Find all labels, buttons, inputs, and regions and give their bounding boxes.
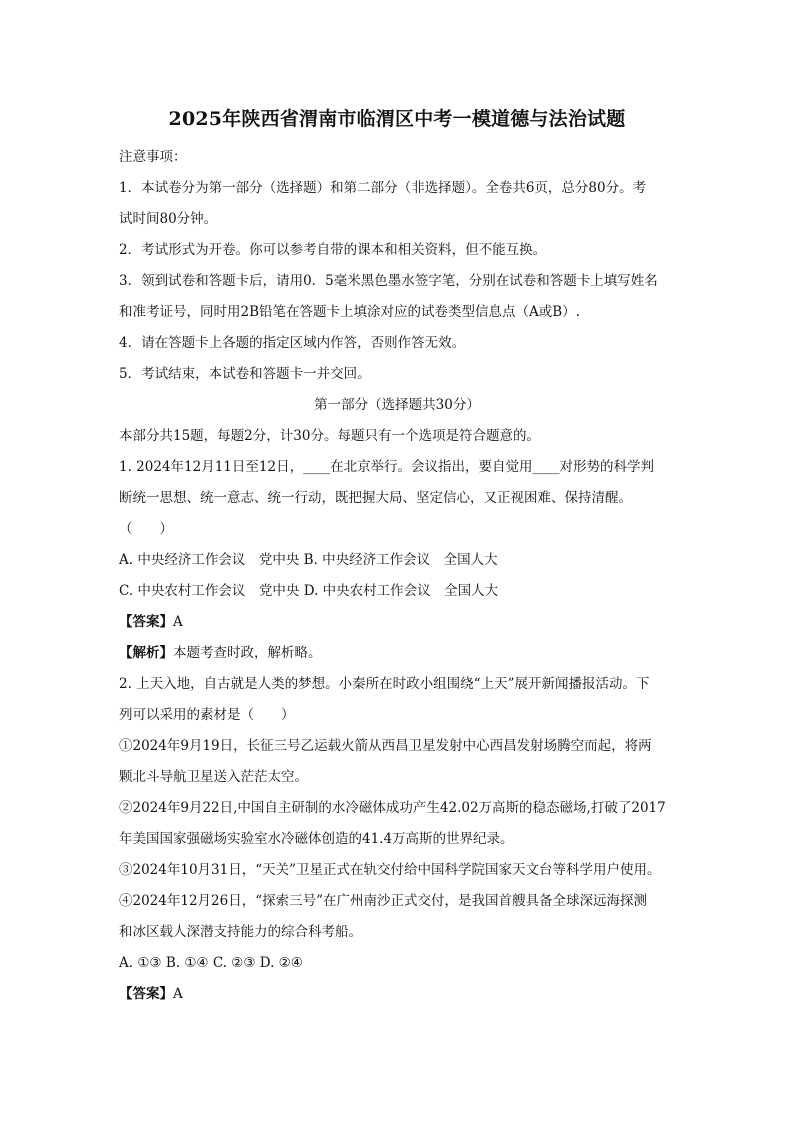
part1-instruction: 本部分共15题，每题2分，计30分。每题只有一个选项是符合题意的。 (119, 428, 540, 444)
q1-answer (119, 613, 687, 631)
q1-answer-value: A (173, 614, 183, 630)
q2-material-1a: ①2024年9月19日，长征三号乙运载火箭从西昌卫星发射中心西昌发射场腾空而起，将两 (119, 738, 652, 754)
q2-stem-line-1: 2. 上天入地，自古就是人类的梦想。小秦所在时政小组围绕“上天”展开新闻播报活动。下 (119, 676, 650, 692)
notice-line-6: 4．请在答题卡上各题的指定区域内作答，否则作答无效。 (119, 335, 466, 351)
q2-material-1b: 颗北斗导航卫星送入茫茫太空。 (119, 769, 308, 785)
notice-line-3: 2．考试形式为开卷。你可以参考自带的课本和相关资料，但不能互换。 (119, 242, 547, 258)
notice-line-2: 试时间80分钟。 (119, 211, 218, 227)
q2-material-3: ③2024年10月31日，“天关”卫星正式在轨交付给中国科学院国家天文台等科学用户使用。 (119, 862, 661, 878)
q2-material-4b: 和冰区载人深潜支持能力的综合科考船。 (119, 924, 362, 940)
notice-heading: 注意事项： (119, 149, 187, 165)
q1-options-ab: A. 中央经济工作会议 党中央 B. 中央经济工作会议 全国人大 (119, 552, 498, 568)
q1-answer-label: 【答案】 (119, 614, 173, 630)
q2-stem-line-2: 列可以采用的素材是（ ） (119, 707, 295, 723)
notice-line-4: 3．领到试卷和答题卡后，请用0．5毫米黑色墨水签字笔，分别在试卷和答题卡上填写姓名 (119, 273, 658, 289)
q2-material-2a: ②2024年9月22日,中国自主研制的水冷磁体成功产生42.02万高斯的稳态磁场,打破了2017 (119, 800, 666, 816)
q2-answer-label: 【答案】 (119, 986, 173, 1002)
q1-analysis (119, 644, 687, 662)
q2-options: A. ①③ B. ①④ C. ②③ D. ②④ (119, 955, 303, 971)
notice-line-5: 和准考证号，同时用2B铅笔在答题卡上填涂对应的试卷类型信息点（A或B）. (119, 304, 580, 320)
q1-stem-line-3: （ ） (119, 521, 173, 537)
part1-heading: 第一部分（选择题共30分） (314, 397, 480, 413)
q2-material-4a: ④2024年12月26日，“探索三号”在广州南沙正式交付，是我国首艘具备全球深远海探测 (119, 893, 648, 909)
q1-analysis-label: 【解析】 (119, 645, 173, 661)
document-title: 2025年陕西省渭南市临渭区中考一模道德与法治试题 (168, 108, 626, 130)
notice-line-1: 1．本试卷分为第一部分（选择题）和第二部分（非选择题）。全卷共6页，总分80分。考 (119, 180, 647, 196)
q1-stem-line-2: 断统一思想、统一意志、统一行动，既把握大局、坚定信心，又正视困难、保持清醒。 (119, 490, 632, 506)
q1-analysis-text: 本题考查时政，解析略。 (173, 645, 322, 661)
q2-material-2b: 年美国国家强磁场实验室水冷磁体创造的41.4万高斯的世界纪录。 (119, 831, 514, 847)
notice-line-7: 5．考试结束，本试卷和答题卡一并交回。 (119, 366, 371, 382)
q1-options-cd: C. 中央农村工作会议 党中央 D. 中央农村工作会议 全国人大 (119, 583, 499, 599)
q2-answer (119, 985, 687, 1003)
q1-stem-line-1: 1. 2024年12月11日至12日，____在北京举行。会议指出，要自觉用____对形势的科学判 (119, 459, 655, 475)
q2-answer-value: A (173, 986, 183, 1002)
